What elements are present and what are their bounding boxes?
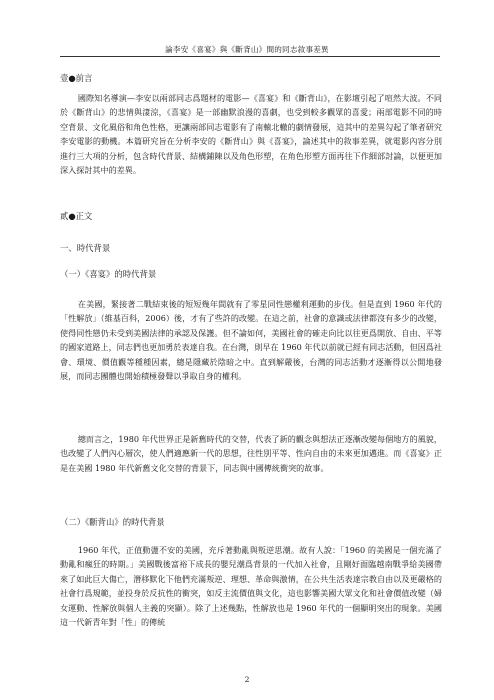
intro-paragraph: 國際知名導演—李安以兩部同志爲題材的電影—《喜宴》和《斷背山》，在影壇引起了喧然大波。不同於《斷背山》的悲情與淒涼，《喜宴》是一部幽默浪漫的喜劇，也受到較多觀眾的喜愛；兩部電影不同的時空背景、文化風俗和角色性格，更讓兩部同志電影有了南轅北轍的劇情發展，這其中的差異勾起了筆者研究李安電影的動機。本篇研究旨在分析李安的《斷背山》與《喜宴》，論述其中的敘事差異，就電影內容分別進行三大項的分析，包含時代背景、結構鋪陳以及角色形塑，在角色形塑方面再往下作細部討論，以便更加深入探討其中的差異。 (60, 93, 442, 176)
header-rule (60, 56, 440, 57)
subsection-1a-paragraph-1: 在美國，緊接著二戰結束後的短短幾年間就有了零星同性戀權利運動的步伐。但是直到 1960 年代的「性解放」（維基百科，2006）後，才有了些許的改變。在這之前，社會的意識或法律都沒有多少的改變，使得同性戀仍未受到美國法律的承認及保護。但不論如何，美國社會的確走向比以往更爲開放、自由、平等的國家道路上，同志們也更加勇於表達自我。在台灣，則早在 1960 年代以前就已經有同志活動，但因爲社會、環境、價值觀等種種因素，總是隱藏於陰暗之中。直到解嚴後，台灣的同志活動才逐漸得以公開地發展，而同志團體也開始積極發聲以爭取自身的權利。 (60, 299, 442, 382)
page-number: 2 (244, 675, 250, 684)
subsection-1b-heading: （二）《斷背山》的時代背景 (60, 517, 165, 527)
running-header: 論李安《喜宴》與《斷背山》間的同志敘事差異 (165, 45, 329, 54)
intro-heading: 壹●前言 (60, 73, 93, 83)
subsection-1a-paragraph-2: 總而言之，1980 年代世界正是新舊時代的交替，代表了新的觀念與想法正逐漸改變每個地方的風貌，也改變了人們內心層次，使人們適應新一代的思想，往性別平等、性向自由的未來更加邁進。而《喜宴》正是在美國 1980 年代新舊文化交替的背景下，同志與中國傳統衝突的故事。 (60, 434, 442, 473)
subsection-1b-paragraph-1: 1960 年代，正值動盪不安的美國，充斥著動亂與叛逆思潮。故有人說：「1960 的美國是一個充滿了動亂和瘋狂的時期。」美國戰後富裕下成長的嬰兒潮爲背景的一代加入社會，且剛好面臨越南戰爭給美國帶來了如此巨大傷亡，潛移默化下他們充滿叛逆、理想、革命與激情，在公共生活表達宗教自由以及更嚴格的社會行爲規範，並投身於反抗性的衝突，如反主流價值與文化，這也影響美國大眾文化和社會價值改變（婦女運動、性解放與個人主義的突顯）。除了上述幾點，性解放也是 1960 年代的一個顯明突出的現象。美國這一代新青年對「性」的傳統 (60, 545, 442, 628)
subsection-1-heading: 一、時代背景 (60, 243, 111, 253)
body-heading: 貳●正文 (60, 211, 93, 221)
subsection-1a-heading: （一）《喜宴》的時代背景 (60, 269, 157, 279)
